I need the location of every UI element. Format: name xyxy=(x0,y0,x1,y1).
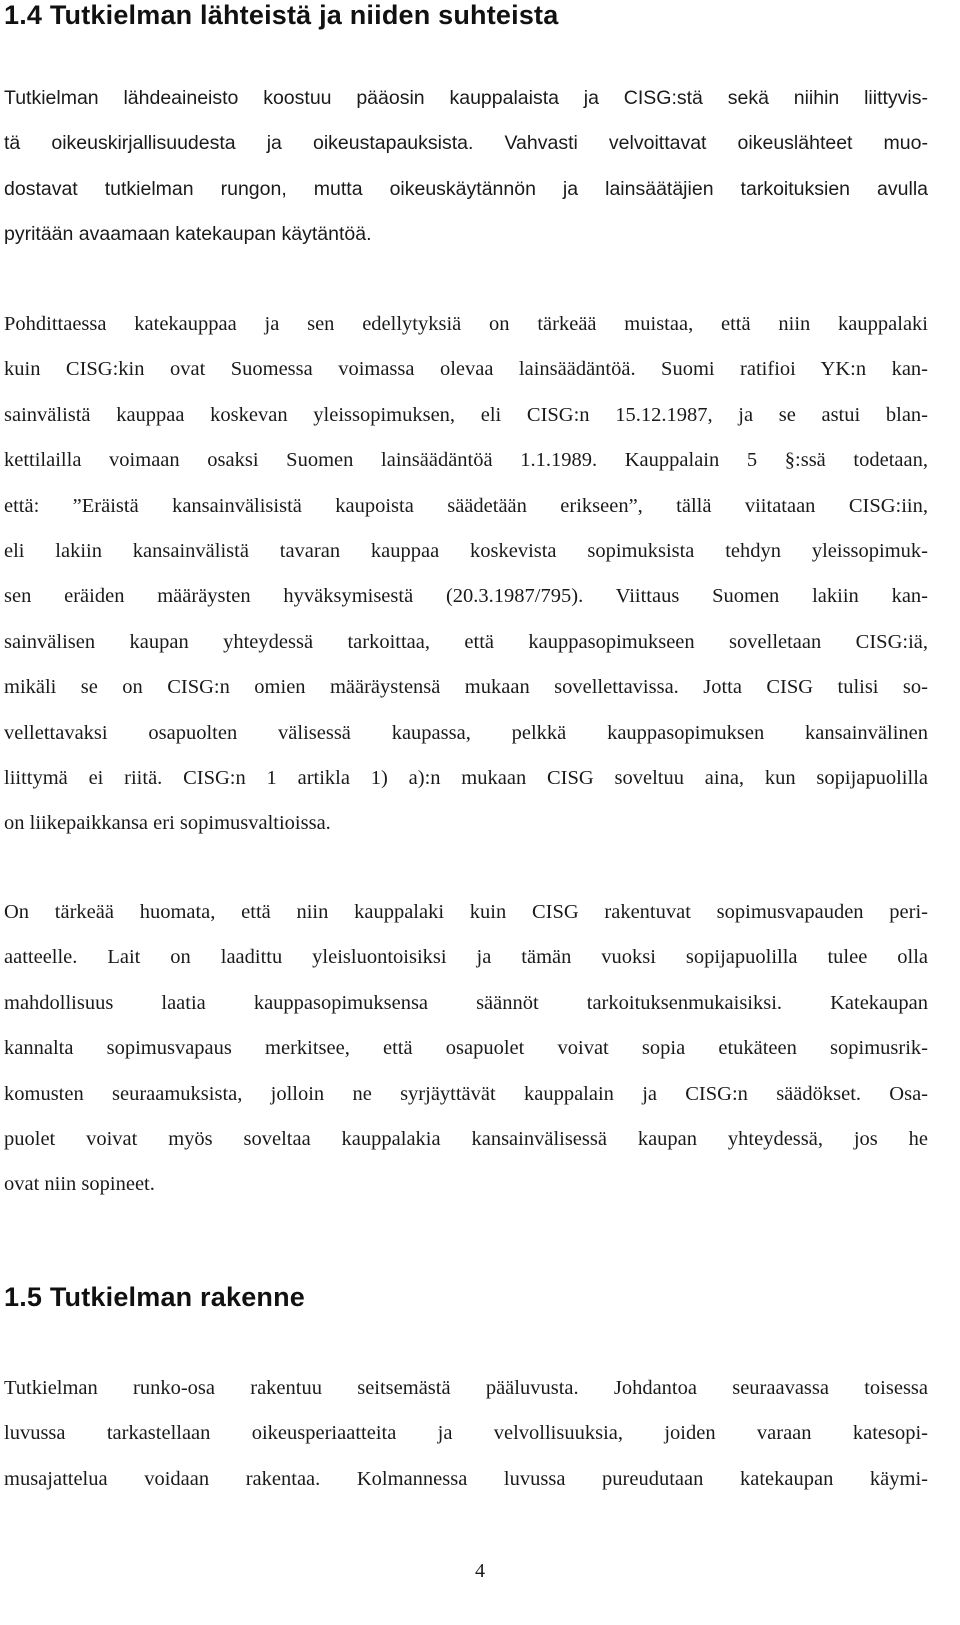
text-line: ovat niin sopineet. xyxy=(4,1173,155,1196)
text-line: mikäli se on CISG:n omien määräystensä mukaan sovellettavissa. Jotta CISG tulisi so- xyxy=(4,676,928,699)
text-line: sen eräiden määräysten hyväksymisestä (20.3.1987/795). Viittaus Suomen lakiin kan- xyxy=(4,585,928,608)
text-line: Tutkielman lähdeaineisto koostuu pääosin kauppalaista ja CISG:stä sekä niihin liittyvis- xyxy=(4,87,928,109)
text-line: On tärkeää huomata, että niin kauppalaki kuin CISG rakentuvat sopimusvapauden peri- xyxy=(4,901,928,923)
text-line: sainvälistä kauppaa koskevan yleissopimuksen, eli CISG:n 15.12.1987, ja se astui blan- xyxy=(4,403,928,426)
text-line: vellettavaksi osapuolten välisessä kaupassa, pelkkä kauppasopimuksen kansainvälinen xyxy=(4,721,928,744)
page-number: 4 xyxy=(475,1560,485,1582)
text-line: kettilailla voimaan osaksi Suomen lainsäädäntöä 1.1.1989. Kauppalain 5 §:ssä todetaan, xyxy=(4,449,928,472)
text-line: mahdollisuus laatia kauppasopimuksensa säännöt tarkoituksenmukaisiksi. Katekaupan xyxy=(4,991,928,1014)
text-line: tä oikeuskirjallisuudesta ja oikeustapauksista. Vahvasti velvoittavat oikeuslähteet muo- xyxy=(4,132,928,155)
text-line: komusten seuraamuksista, jolloin ne syrjäyttävät kauppalain ja CISG:n säädökset. Osa- xyxy=(4,1082,928,1105)
section-heading-1-4: 1.4 Tutkielman lähteistä ja niiden suhteista xyxy=(4,0,559,30)
text-line: dostavat tutkielman rungon, mutta oikeuskäytännön ja lainsäätäjien tarkoituksien avulla xyxy=(4,177,928,200)
text-line: musajattelua voidaan rakentaa. Kolmannessa luvussa pureudutaan katekaupan käymi- xyxy=(4,1467,928,1490)
paragraph-sources-3 xyxy=(4,890,928,1208)
text-line: että: ”Eräistä kansainvälisistä kaupoista säädetään erikseen”, tällä viitataan CISG:iin, xyxy=(4,494,928,517)
paragraph-sources-2 xyxy=(4,302,928,847)
text-line: eli lakiin kansainvälistä tavaran kauppaa koskevista sopimuksista tehdyn yleissopimuk- xyxy=(4,539,928,562)
text-line: Pohdittaessa katekauppaa ja sen edellytyksiä on tärkeää muistaa, että niin kauppalaki xyxy=(4,313,928,335)
text-line: pyritään avaamaan katekaupan käytäntöä. xyxy=(4,223,372,246)
text-line: on liikepaikkansa eri sopimusvaltioissa. xyxy=(4,812,331,835)
text-line: sainvälisen kaupan yhteydessä tarkoittaa, että kauppasopimukseen sovelletaan CISG:iä, xyxy=(4,630,928,653)
text-line: luvussa tarkastellaan oikeusperiaatteita ja velvollisuuksia, joiden varaan katesopi- xyxy=(4,1422,928,1445)
section-heading-1-5: 1.5 Tutkielman rakenne xyxy=(4,1282,306,1312)
text-line: kannalta sopimusvapaus merkitsee, että osapuolet voivat sopia etukäteen sopimusrik- xyxy=(4,1037,928,1060)
text-line: puolet voivat myös soveltaa kauppalakia kansainvälisessä kaupan yhteydessä, jos he xyxy=(4,1127,928,1150)
paragraph-sources-1 xyxy=(4,76,928,258)
text-line: aatteelle. Lait on laadittu yleisluontoisiksi ja tämän vuoksi sopijapuolilla tulee olla xyxy=(4,946,928,969)
paragraph-structure-1 xyxy=(4,1366,928,1502)
text-line: kuin CISG:kin ovat Suomessa voimassa olevaa lainsäädäntöä. Suomi ratifioi YK:n kan- xyxy=(4,358,928,381)
text-line: liittymä ei riitä. CISG:n 1 artikla 1) a):n mukaan CISG soveltuu aina, kun sopijapuolilla xyxy=(4,766,928,789)
text-line: Tutkielman runko-osa rakentuu seitsemästä pääluvusta. Johdantoa seuraavassa toisessa xyxy=(4,1377,928,1399)
